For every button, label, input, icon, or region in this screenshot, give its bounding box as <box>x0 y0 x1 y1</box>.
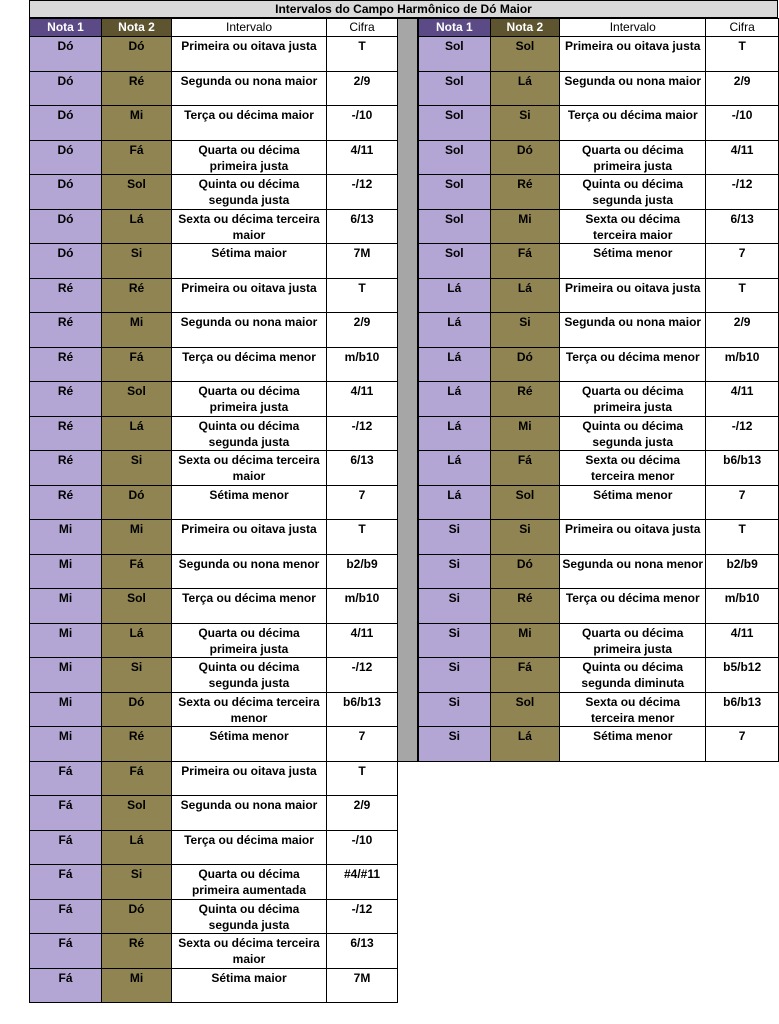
nota-2-cell: Fá <box>102 761 172 796</box>
intervalo-cell: Quarta ou décima primeira justa <box>172 140 327 175</box>
intervalo-cell: Sexta ou décima terceira maior <box>172 209 327 244</box>
cifra-cell: 2/9 <box>706 313 779 348</box>
table-row <box>30 554 398 589</box>
nota-1-cell: Sol <box>419 37 491 72</box>
cifra-cell: 4/11 <box>706 140 779 175</box>
intervalo-cell: Segunda ou nona maior <box>172 71 327 106</box>
intervalo-cell: Segunda ou nona menor <box>172 554 327 589</box>
intervalo-cell: Quarta ou décima primeira justa <box>172 382 327 417</box>
nota-2-cell: Fá <box>490 658 560 693</box>
nota-2-cell: Lá <box>102 416 172 451</box>
cifra-cell: 7 <box>327 727 398 762</box>
nota-2-cell: Sol <box>102 796 172 831</box>
table-row <box>419 71 779 106</box>
nota-1-cell: Si <box>419 554 491 589</box>
table-row <box>30 347 398 382</box>
intervalo-cell: Quinta ou décima segunda justa <box>172 658 327 693</box>
intervals-table-right <box>418 18 779 762</box>
nota-2-cell: Mi <box>490 416 560 451</box>
table-row <box>30 899 398 934</box>
nota-2-cell: Fá <box>490 451 560 486</box>
cifra-cell: -/10 <box>327 106 398 141</box>
cifra-cell: -/10 <box>706 106 779 141</box>
intervalo-cell: Primeira ou oitava justa <box>560 278 706 313</box>
nota-2-cell: Mi <box>490 209 560 244</box>
intervalo-cell: Terça ou décima maior <box>560 106 706 141</box>
intervalo-cell: Segunda ou nona maior <box>560 71 706 106</box>
nota-1-cell: Ré <box>30 451 102 486</box>
nota-2-cell: Si <box>102 658 172 693</box>
nota-1-cell: Dó <box>30 106 102 141</box>
cifra-cell: b6/b13 <box>706 451 779 486</box>
cifra-cell: 2/9 <box>327 313 398 348</box>
intervalo-cell: Sexta ou décima terceira menor <box>172 692 327 727</box>
cifra-cell: m/b10 <box>327 589 398 624</box>
nota-1-cell: Lá <box>419 416 491 451</box>
nota-2-cell: Sol <box>490 692 560 727</box>
table-row <box>419 485 779 520</box>
nota-2-cell: Dó <box>102 485 172 520</box>
nota-2-cell: Ré <box>490 175 560 210</box>
table-row <box>419 347 779 382</box>
nota-1-cell: Sol <box>419 244 491 279</box>
left-table-body <box>30 37 398 1003</box>
table-row <box>419 313 779 348</box>
nota-1-cell: Dó <box>30 140 102 175</box>
cifra-cell: T <box>706 520 779 555</box>
table-row <box>30 37 398 72</box>
cifra-cell: 4/11 <box>327 140 398 175</box>
nota-2-cell: Si <box>102 451 172 486</box>
nota-1-cell: Fá <box>30 865 102 900</box>
nota-1-cell: Si <box>419 623 491 658</box>
cifra-cell: -/12 <box>327 658 398 693</box>
table-row <box>30 865 398 900</box>
nota-2-cell: Fá <box>102 140 172 175</box>
intervalo-cell: Quinta ou décima segunda justa <box>560 416 706 451</box>
intervalo-cell: Sétima menor <box>560 244 706 279</box>
intervalo-cell: Sexta ou décima terceira maior <box>560 209 706 244</box>
table-row <box>419 658 779 693</box>
nota-2-cell: Ré <box>102 934 172 969</box>
table-row <box>419 589 779 624</box>
nota-2-cell: Mi <box>102 968 172 1003</box>
nota-2-cell: Mi <box>102 106 172 141</box>
nota-1-cell: Lá <box>419 313 491 348</box>
table-row <box>30 692 398 727</box>
cifra-cell: 6/13 <box>327 451 398 486</box>
nota-1-cell: Dó <box>30 37 102 72</box>
nota-1-cell: Sol <box>419 175 491 210</box>
table-row <box>419 382 779 417</box>
nota-2-cell: Dó <box>490 140 560 175</box>
cifra-cell: -/10 <box>327 830 398 865</box>
intervalo-cell: Primeira ou oitava justa <box>172 761 327 796</box>
table-row <box>30 520 398 555</box>
nota-1-cell: Mi <box>30 727 102 762</box>
nota-2-cell: Sol <box>490 485 560 520</box>
nota-1-cell: Fá <box>30 934 102 969</box>
table-row <box>30 934 398 969</box>
cifra-cell: #4/#11 <box>327 865 398 900</box>
intervalo-cell: Primeira ou oitava justa <box>560 520 706 555</box>
nota-2-cell: Fá <box>490 244 560 279</box>
intervalo-cell: Quinta ou décima segunda diminuta <box>560 658 706 693</box>
table-row <box>419 37 779 72</box>
nota-1-cell: Sol <box>419 209 491 244</box>
nota-1-cell: Fá <box>30 796 102 831</box>
nota-1-cell: Ré <box>30 347 102 382</box>
nota-1-cell: Dó <box>30 71 102 106</box>
table-row <box>419 175 779 210</box>
nota-1-cell: Si <box>419 692 491 727</box>
nota-2-cell: Si <box>490 106 560 141</box>
table-row <box>30 209 398 244</box>
intervalo-cell: Terça ou décima menor <box>172 347 327 382</box>
table-row <box>419 140 779 175</box>
cifra-cell: 7M <box>327 244 398 279</box>
nota-2-cell: Dó <box>102 37 172 72</box>
nota-1-cell: Mi <box>30 554 102 589</box>
nota-1-cell: Ré <box>30 278 102 313</box>
nota-1-cell: Fá <box>30 761 102 796</box>
header-nota-2: Nota 2 <box>102 19 172 37</box>
table-row <box>419 554 779 589</box>
table-row <box>30 968 398 1003</box>
intervalo-cell: Quarta ou décima primeira justa <box>172 623 327 658</box>
intervalo-cell: Sétima maior <box>172 968 327 1003</box>
nota-2-cell: Lá <box>102 830 172 865</box>
intervalo-cell: Quarta ou décima primeira aumentada <box>172 865 327 900</box>
intervalo-cell: Sétima menor <box>172 727 327 762</box>
nota-1-cell: Sol <box>419 71 491 106</box>
header-nota-1: Nota 1 <box>419 19 491 37</box>
intervalo-cell: Sexta ou décima terceira maior <box>172 934 327 969</box>
nota-1-cell: Sol <box>419 106 491 141</box>
nota-1-cell: Si <box>419 727 491 762</box>
table-row <box>30 623 398 658</box>
nota-2-cell: Si <box>102 244 172 279</box>
nota-2-cell: Lá <box>490 727 560 762</box>
table-row <box>419 451 779 486</box>
nota-2-cell: Sol <box>490 37 560 72</box>
cifra-cell: T <box>327 520 398 555</box>
nota-2-cell: Dó <box>102 899 172 934</box>
intervals-table-left <box>29 18 398 1003</box>
intervalo-cell: Terça ou décima menor <box>172 589 327 624</box>
cifra-cell: 7 <box>327 485 398 520</box>
cifra-cell: b6/b13 <box>706 692 779 727</box>
intervalo-cell: Primeira ou oitava justa <box>560 37 706 72</box>
table-row <box>30 796 398 831</box>
nota-1-cell: Ré <box>30 313 102 348</box>
nota-1-cell: Lá <box>419 347 491 382</box>
nota-1-cell: Si <box>419 589 491 624</box>
cifra-cell: -/12 <box>327 175 398 210</box>
table-row <box>30 451 398 486</box>
intervalo-cell: Quarta ou décima primeira justa <box>560 382 706 417</box>
left-table-block <box>29 18 398 1003</box>
intervalo-cell: Sexta ou décima terceira menor <box>560 451 706 486</box>
cifra-cell: 4/11 <box>327 623 398 658</box>
intervalo-cell: Quarta ou décima primeira justa <box>560 623 706 658</box>
nota-2-cell: Si <box>102 865 172 900</box>
table-row <box>419 244 779 279</box>
nota-1-cell: Lá <box>419 278 491 313</box>
nota-2-cell: Dó <box>490 554 560 589</box>
nota-2-cell: Ré <box>102 727 172 762</box>
nota-1-cell: Ré <box>30 382 102 417</box>
nota-1-cell: Dó <box>30 244 102 279</box>
table-row <box>30 244 398 279</box>
nota-2-cell: Sol <box>102 175 172 210</box>
intervalo-cell: Quinta ou décima segunda justa <box>560 175 706 210</box>
nota-1-cell: Fá <box>30 899 102 934</box>
cifra-cell: 6/13 <box>706 209 779 244</box>
nota-2-cell: Ré <box>490 382 560 417</box>
cifra-cell: 7M <box>327 968 398 1003</box>
table-row <box>30 278 398 313</box>
header-cifra: Cifra <box>327 19 398 37</box>
cifra-cell: b6/b13 <box>327 692 398 727</box>
header-intervalo: Intervalo <box>560 19 706 37</box>
cifra-cell: b5/b12 <box>706 658 779 693</box>
nota-1-cell: Dó <box>30 175 102 210</box>
nota-2-cell: Lá <box>490 278 560 313</box>
table-row <box>419 278 779 313</box>
table-row <box>30 485 398 520</box>
nota-1-cell: Mi <box>30 623 102 658</box>
intervalo-cell: Segunda ou nona maior <box>172 313 327 348</box>
nota-2-cell: Lá <box>102 209 172 244</box>
cifra-cell: 6/13 <box>327 934 398 969</box>
nota-1-cell: Si <box>419 520 491 555</box>
nota-1-cell: Mi <box>30 658 102 693</box>
nota-1-cell: Fá <box>30 830 102 865</box>
nota-2-cell: Ré <box>490 589 560 624</box>
intervalo-cell: Quinta ou décima segunda justa <box>172 175 327 210</box>
table-row <box>30 313 398 348</box>
nota-2-cell: Ré <box>102 278 172 313</box>
cifra-cell: -/12 <box>327 899 398 934</box>
intervalo-cell: Quinta ou décima segunda justa <box>172 899 327 934</box>
cifra-cell: m/b10 <box>327 347 398 382</box>
intervalo-cell: Primeira ou oitava justa <box>172 37 327 72</box>
nota-2-cell: Mi <box>102 313 172 348</box>
nota-1-cell: Lá <box>419 485 491 520</box>
cifra-cell: 7 <box>706 727 779 762</box>
right-table-block <box>418 18 779 762</box>
nota-1-cell: Dó <box>30 209 102 244</box>
cifra-cell: b2/b9 <box>327 554 398 589</box>
right-table-body <box>419 37 779 762</box>
cifra-cell: 6/13 <box>327 209 398 244</box>
cifra-cell: 4/11 <box>327 382 398 417</box>
nota-1-cell: Mi <box>30 520 102 555</box>
intervalo-cell: Sétima maior <box>172 244 327 279</box>
cifra-cell: 7 <box>706 244 779 279</box>
table-row <box>30 727 398 762</box>
table-header-row <box>30 19 398 37</box>
cifra-cell: T <box>327 278 398 313</box>
table-row <box>30 589 398 624</box>
nota-1-cell: Ré <box>30 485 102 520</box>
nota-1-cell: Fá <box>30 968 102 1003</box>
cifra-cell: T <box>327 761 398 796</box>
cifra-cell: T <box>706 37 779 72</box>
table-row <box>30 175 398 210</box>
table-divider <box>397 18 418 762</box>
nota-2-cell: Mi <box>490 623 560 658</box>
intervalo-cell: Segunda ou nona maior <box>172 796 327 831</box>
cifra-cell: -/12 <box>706 416 779 451</box>
intervalo-cell: Primeira ou oitava justa <box>172 520 327 555</box>
cifra-cell: 2/9 <box>706 71 779 106</box>
nota-2-cell: Si <box>490 520 560 555</box>
intervalo-cell: Terça ou décima maior <box>172 106 327 141</box>
intervalo-cell: Sétima menor <box>560 727 706 762</box>
table-row <box>30 71 398 106</box>
cifra-cell: m/b10 <box>706 589 779 624</box>
nota-1-cell: Lá <box>419 451 491 486</box>
intervalo-cell: Sexta ou décima terceira maior <box>172 451 327 486</box>
nota-2-cell: Dó <box>102 692 172 727</box>
cifra-cell: T <box>706 278 779 313</box>
table-row <box>419 520 779 555</box>
nota-1-cell: Mi <box>30 692 102 727</box>
table-row <box>30 140 398 175</box>
table-row <box>30 830 398 865</box>
intervalo-cell: Terça ou décima menor <box>560 347 706 382</box>
nota-2-cell: Fá <box>102 347 172 382</box>
intervalo-cell: Primeira ou oitava justa <box>172 278 327 313</box>
intervalo-cell: Segunda ou nona menor <box>560 554 706 589</box>
nota-1-cell: Sol <box>419 140 491 175</box>
nota-1-cell: Si <box>419 658 491 693</box>
cifra-cell: -/12 <box>706 175 779 210</box>
cifra-cell: 4/11 <box>706 382 779 417</box>
nota-1-cell: Ré <box>30 416 102 451</box>
nota-2-cell: Mi <box>102 520 172 555</box>
intervalo-cell: Sexta ou décima terceira menor <box>560 692 706 727</box>
cifra-cell: T <box>327 37 398 72</box>
intervalo-cell: Sétima menor <box>560 485 706 520</box>
nota-2-cell: Sol <box>102 382 172 417</box>
table-row <box>419 106 779 141</box>
header-cifra: Cifra <box>706 19 779 37</box>
cifra-cell: 7 <box>706 485 779 520</box>
nota-2-cell: Dó <box>490 347 560 382</box>
intervalo-cell: Sétima menor <box>172 485 327 520</box>
nota-2-cell: Lá <box>102 623 172 658</box>
intervalo-cell: Quarta ou décima primeira justa <box>560 140 706 175</box>
nota-2-cell: Lá <box>490 71 560 106</box>
table-row <box>419 209 779 244</box>
table-row <box>419 692 779 727</box>
nota-2-cell: Ré <box>102 71 172 106</box>
table-row <box>30 658 398 693</box>
intervalo-cell: Segunda ou nona maior <box>560 313 706 348</box>
intervalo-cell: Quinta ou décima segunda justa <box>172 416 327 451</box>
table-row <box>419 727 779 762</box>
nota-2-cell: Sol <box>102 589 172 624</box>
cifra-cell: b2/b9 <box>706 554 779 589</box>
cifra-cell: m/b10 <box>706 347 779 382</box>
header-intervalo: Intervalo <box>172 19 327 37</box>
table-row <box>30 761 398 796</box>
table-row <box>30 416 398 451</box>
table-row <box>30 382 398 417</box>
cifra-cell: 2/9 <box>327 796 398 831</box>
table-row <box>30 106 398 141</box>
cifra-cell: -/12 <box>327 416 398 451</box>
nota-2-cell: Fá <box>102 554 172 589</box>
cifra-cell: 2/9 <box>327 71 398 106</box>
nota-2-cell: Si <box>490 313 560 348</box>
nota-1-cell: Lá <box>419 382 491 417</box>
table-header-row <box>419 19 779 37</box>
header-nota-1: Nota 1 <box>30 19 102 37</box>
table-row <box>419 623 779 658</box>
intervalo-cell: Terça ou décima menor <box>560 589 706 624</box>
cifra-cell: 4/11 <box>706 623 779 658</box>
nota-1-cell: Mi <box>30 589 102 624</box>
table-row <box>419 416 779 451</box>
sheet-title: Intervalos do Campo Harmônico de Dó Maior <box>29 0 778 18</box>
intervalo-cell: Terça ou décima maior <box>172 830 327 865</box>
header-nota-2: Nota 2 <box>490 19 560 37</box>
